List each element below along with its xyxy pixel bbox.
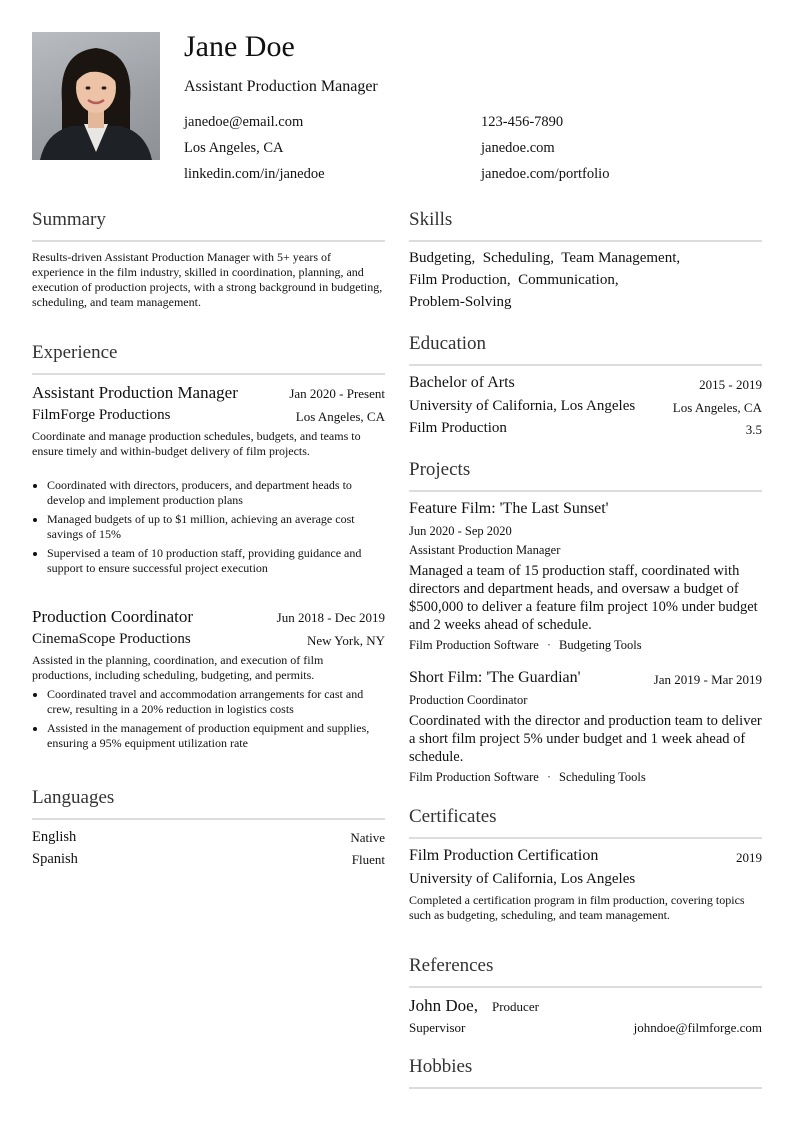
- job-bullet: • Coordinated travel and accommodation arrangements for cast and crew, resulting in a 20% reduction in logistics costs: [47, 687, 385, 717]
- hobbies-heading: Hobbies: [409, 1056, 473, 1077]
- project-tags: [409, 638, 642, 653]
- certificate-name: Film Production Certification: [409, 847, 599, 864]
- project-tag: Scheduling Tools: [559, 770, 646, 784]
- job-title: Assistant Production Manager: [32, 383, 238, 402]
- project-tag: Budgeting Tools: [559, 638, 642, 652]
- summary-text: Results-driven Assistant Production Manager with 5+ years of experience in the film industry, skilled in coordination, planning, and execution of production projects, with a strong background in budgeting, scheduling, and team management.: [32, 250, 383, 309]
- school-location: Los Angeles, CA: [672, 400, 762, 415]
- project-tag: Film Production Software: [409, 638, 539, 652]
- job-bullet: • Managed budgets of up to $1 million, achieving an average cost savings of 15%: [47, 512, 385, 542]
- linkedin-link[interactable]: linkedin.com/in/janedoe: [184, 166, 325, 182]
- project-dates: Jun 2020 - Sep 2020: [409, 524, 512, 538]
- project-title: Short Film: 'The Guardian': [409, 669, 581, 686]
- hobbies-divider: [409, 1087, 762, 1089]
- degree-name: Bachelor of Arts: [409, 374, 515, 391]
- portrait-image: [32, 32, 160, 160]
- job-bullet: • Assisted in the management of production equipment and supplies, ensuring a 95% equipment utilization rate: [47, 721, 385, 751]
- portfolio-link[interactable]: janedoe.com/portfolio: [481, 166, 610, 182]
- project-dates: Jan 2019 - Mar 2019: [653, 672, 762, 687]
- language-name: Spanish: [32, 851, 78, 867]
- certificates-divider: [409, 837, 762, 839]
- education-dates: 2015 - 2019: [699, 377, 762, 392]
- language-level: Fluent: [351, 852, 385, 867]
- job-bullets: [32, 687, 385, 755]
- profile-photo: [32, 32, 160, 160]
- language-name: English: [32, 829, 77, 845]
- job-description: Coordinate and manage production schedules, budgets, and teams to ensure timely and within-budget delivery of film projects.: [32, 429, 361, 458]
- skills-divider: [409, 240, 762, 242]
- education-heading: Education: [409, 333, 487, 354]
- email-link[interactable]: janedoe@email.com: [184, 114, 304, 130]
- job-company: FilmForge Productions: [32, 407, 171, 423]
- experience-heading: Experience: [32, 342, 118, 363]
- job-title: Production Coordinator: [32, 607, 194, 626]
- school-name: University of California, Los Angeles: [409, 398, 636, 414]
- references-divider: [409, 986, 762, 988]
- skills-row: Problem-Solving: [409, 294, 512, 310]
- gpa-value: 3.5: [745, 422, 762, 437]
- project-role: Assistant Production Manager: [409, 543, 561, 557]
- location-text: Los Angeles, CA: [184, 140, 284, 156]
- job-location: Los Angeles, CA: [295, 409, 385, 424]
- website-link[interactable]: janedoe.com: [481, 140, 555, 156]
- reference-name: John Doe,: [409, 996, 478, 1015]
- certificate-issuer: University of California, Los Angeles: [409, 871, 636, 887]
- project-title: Feature Film: 'The Last Sunset': [409, 500, 609, 517]
- phone-number[interactable]: 123-456-7890: [481, 114, 564, 130]
- certificates-heading: Certificates: [409, 806, 497, 827]
- languages-divider: [32, 818, 385, 820]
- separator-dot: ·: [546, 770, 552, 784]
- project-tags: [409, 770, 646, 785]
- project-description: Managed a team of 15 production staff, coordinated with directors and department heads, and oversaw a budget of $500,000 to deliver a feature film project 10% under budget and 2 weeks ahead of schedule.: [409, 563, 758, 633]
- candidate-name: Jane Doe: [184, 30, 295, 63]
- job-dates: Jun 2018 - Dec 2019: [276, 610, 385, 625]
- field-of-study: Film Production: [409, 420, 507, 436]
- reference-position: Producer: [492, 999, 539, 1014]
- projects-divider: [409, 490, 762, 492]
- languages-heading: Languages: [32, 787, 115, 808]
- education-divider: [409, 364, 762, 366]
- reference-email[interactable]: johndoe@filmforge.com: [633, 1020, 762, 1035]
- project-description: Coordinated with the director and production team to deliver a short film project 5% under budget and 1 week ahead of schedule.: [409, 713, 762, 765]
- summary-divider: [32, 240, 385, 242]
- references-heading: References: [409, 955, 494, 976]
- separator-dot: ·: [546, 638, 552, 652]
- job-bullets: [32, 478, 385, 580]
- job-dates: Jan 2020 - Present: [289, 386, 385, 401]
- project-tag: Film Production Software: [409, 770, 539, 784]
- skills-row: Budgeting, Scheduling, Team Management,: [409, 250, 681, 266]
- job-company: CinemaScope Productions: [32, 631, 191, 647]
- certificate-description: Completed a certification program in film production, covering topics such as budgeting, scheduling, and team management.: [409, 893, 745, 922]
- language-level: Native: [350, 830, 385, 845]
- certificate-year: 2019: [736, 850, 762, 865]
- reference-relation: Supervisor: [409, 1020, 466, 1035]
- job-description: Assisted in the planning, coordination, and execution of film productions, including scheduling, budgeting, and permits.: [32, 653, 324, 682]
- project-role: Production Coordinator: [409, 693, 528, 707]
- job-bullet: • Supervised a team of 10 production staff, providing guidance and support to ensure successful project execution: [47, 546, 385, 576]
- job-location: New York, NY: [306, 633, 385, 648]
- candidate-title: Assistant Production Manager: [184, 78, 378, 95]
- summary-heading: Summary: [32, 209, 106, 230]
- projects-heading: Projects: [409, 459, 471, 480]
- job-bullet: • Coordinated with directors, producers, and department heads to develop and implement production plans: [47, 478, 385, 508]
- skills-row: Film Production, Communication,: [409, 272, 619, 288]
- skills-heading: Skills: [409, 209, 453, 230]
- experience-divider: [32, 373, 385, 375]
